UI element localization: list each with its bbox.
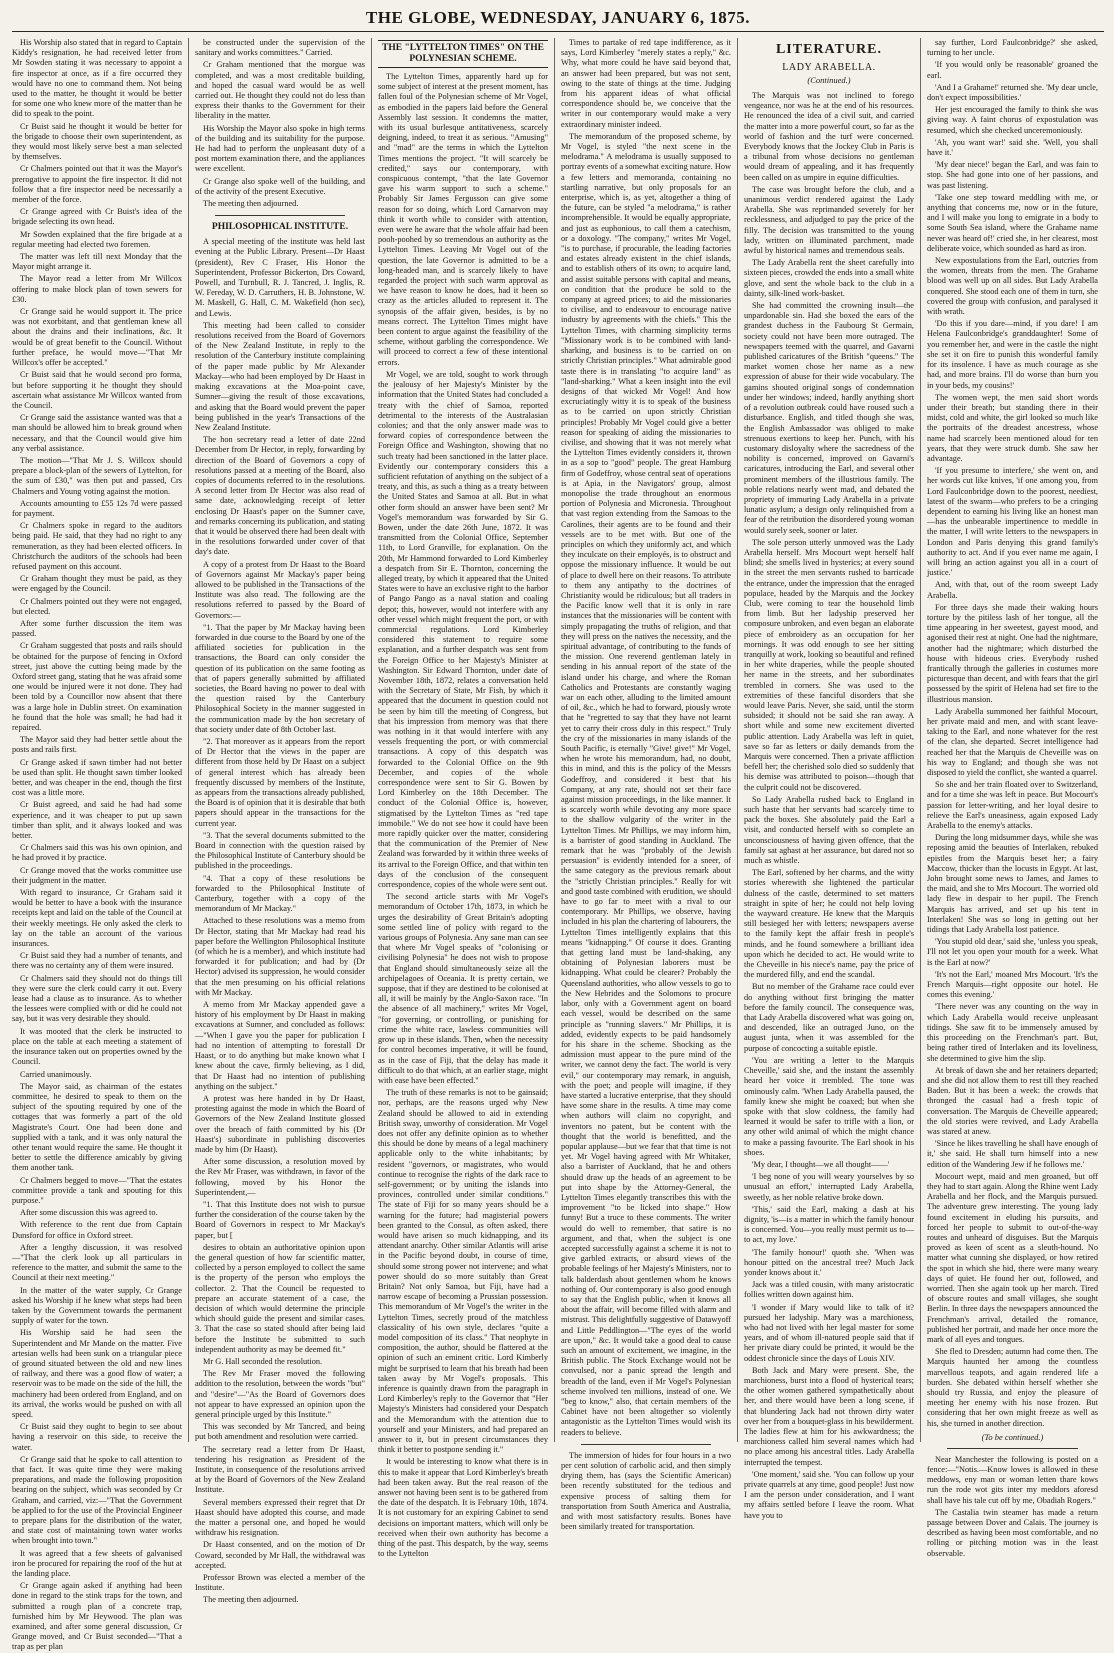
paragraph: Both Jack and Mary were present. She, the marchioness, burst into a flood of hysterical tears; the other women gathered sympathetically about her, and there would have been a long scene, if that blundering Jack had not thrown dirty water over her from a bouquet-glass in his bewilderment. The ladies flew at him for his awkwardness; the marchioness called him several names which had no place among his ancestral titles. Lady Arabella interrupted the tempest. xyxy=(744,1365,914,1467)
paragraph: Cr Grange moved that the works committee use their judgment in the matter. xyxy=(12,865,182,885)
paragraph: Cr Chalmers pointed out they were not engaged, but elected. xyxy=(12,596,182,616)
paragraph: Mocourt wept, maid and men groaned, but off they had to start again. Along the Rhine went Lady Arabella and her flock, and the Marquis pursued. The adventure grew interesting. The young lady found excitement in eluding his pursuits, and forced her people to submit to out-of-the-way routes and unheard of disguises. But the Marquis proved as keen of scent as a sleuth-hound. No matter what cunning she displayed, or how retired the spot in which she hid, there were many weary days of quiet. He found her out, followed, and worried. Then she again took up her march. Tired of obscure routes and small villages, she sought Berlin. In three days the newspapers announced the Frenchman's arrival, detailed the romance, published her portrait, and made her once more the mark of all eyes and tongues. xyxy=(927,1171,1098,1344)
paragraph: A protest was here handed in by Dr Haast, protesting against the mode in which the Board of Governors of the New Zealand Institute glossed over the breach of faith committed by his (Dr Haast's) subordinate in publishing discoveries made by him (Dr Haast). xyxy=(195,1093,365,1154)
paragraph: The secretary read a letter from Dr Haast, tendering his resignation as President of the Institute, in consequence of the resolutions arrived at by the Board of Governors of the New Zealand Institute. xyxy=(195,1444,365,1495)
paragraph: The Mayor read a letter from Mr Willcox offering to make block plan of town sewers for £30. xyxy=(12,274,182,304)
paragraph: 'If you presume to interfere,' she went on, and her words cut like knives, 'if one among you, from Lord Faulconbridge down to the poorest, neediest, latest of the swarm—who prefers to be a cringing dependent to earning his living like an honest man—has the unbearable impertinence to meddle in the matter, I will write letters to the newspapers in London and Paris denying this grand family's authority to act. And if you ever name me again, I will bring an action against you all in a court of justice.' xyxy=(927,466,1098,578)
paragraph: Cr Buist said they had a number of tenants, and there was no certainty any of them were insured. xyxy=(12,951,182,971)
carbolic-note: The immersion of hides for four hours in a two per cent solution of carbolic acid, and then simply drying them, has (says the Scientific American) been recently substituted for the tedious and expensive process of salting them for transportation from South America and Australia, and with most satisfactory results. Bones have been similarly treated for transportation. xyxy=(561,1450,731,1532)
paragraph: Mr G. Hall seconded the resolution. xyxy=(203,1356,323,1366)
divider xyxy=(215,215,345,216)
council-report-continued xyxy=(12,38,182,1653)
paragraph: 'Ah, you want war!' said she. 'Well, you shall have it.' xyxy=(927,137,1098,158)
column-3 xyxy=(378,38,555,1559)
column-6 xyxy=(927,38,1104,1558)
paragraph: Cr Graham suggested that posts and rails should be obtained for the purpose of fencing in Oxford street, just above the cutting being made by the Oxford street gang, stating that he was afraid some one would be injured were it not done. They had been told by a Councillor now absent that there was a large hole in Dublin street. On examination he found that the hole was small; he had had it repaired. xyxy=(12,641,182,732)
paragraph: The Mayor said they had better settle about the posts and rails first. xyxy=(12,735,182,755)
paragraph: And, with that, out of the room sweept Lady Arabella. xyxy=(927,580,1098,600)
paragraph: Cr Grange said that he spoke to call attention to that fact. It was quite time they were making preparations, and made the following proposition bearing on the subject, which was seconded by Cr Graham, and carried, viz:—"That the Government be applied to for the use of the Provincial Engineer to prepare plans for the distribution of the water, and state cost of maintaining town water works when brought into town." xyxy=(12,1454,182,1546)
paragraph: Near Manchester the following is posted on a fence:—"Notis.—Know lowes is allowed in these meddows, eny man or woman letten thare kows run the rode wot gits inter my meddors aforesd shall have his tale cut off by me, Obadiah Rogers." xyxy=(927,1454,1098,1505)
paragraph: The sole person utterly unmoved was the Lady Arabella herself. Mrs Mocourt wept herself half blind; she smells lived in hysterics; at every sound in the street the men servants rushed to barricade the entrance, under the impression that the enraged populace, headed by the Marquis and the Jockey Club, were coming to tear the household limb from limb. But her ladyship preserved her composure unbroken, and even began an elaborate piece of embroidery as an occupation for her mornings. It was odd enough to see her sitting tranquilly at work, looking so beautiful and refined in her white draperies, while the people shouted her name in the streets, and her subordinates trembled in corners. She was used to the extremities of these fanciful disorders that she would leave Paris. Never, she said, until the storm subsided; it should not be said she ran away. A short while and some new excitement diverted public attention. Lady Arabella was left in quiet, save so far as letters or daily demands from the Marquis were concerned. Then a private affliction befell her; the cherished solo died so suddenly that his demise was attributed to poison—though that the culprit could not be discovered. xyxy=(744,537,914,792)
paragraph: A special meeting of the institute was held last evening at the Public Library. Present—Dr Haast (president), Rev C Fraser, His Honor the Superintendent, Professor Bickerton, Drs Coward, Powell, and Turnbull, R. J. Tancred, J. Inglis, R. W. Fereday, W. D. Carruthers, H. B. Johnstone, W. M. Maskell, G. Hall, C. M. Wakefield (hon sec), and Lewis. xyxy=(195,237,365,318)
column-1 xyxy=(12,38,189,1652)
paragraph: The case was brought before the club, and a unanimous verdict rendered against the Lady Arabella. She was reprimanded severely for her recklessness, and adjudged to pay the price of the filly. The decision was transmitted to the young lady, written on illuminated parchment, made awful by historical names and tremendous seals. xyxy=(744,184,914,256)
masthead-title: THE GLOBE, WEDNESDAY, JANUARY 6, 1875. xyxy=(365,8,751,27)
paragraph: 'And I a Grahame!' returned she. 'My dear uncle, don't expect impossibilities.' xyxy=(927,82,1098,103)
phil-article xyxy=(195,237,365,1605)
paragraph: The hon secretary read a letter of date 22nd December from Dr Hector, in reply, forwarding by direction of the Board of Governors a copy of resolutions passed at a meeting of the Board, also copies of documents referred to in the resolutions. A second letter from Dr Hector was also read of same date, acknowledging receipt of letter enclosing Dr Haast's paper on the Sumner cave, and remarks concerning its publication, and stating that it would be observed there had been dealt with in the resolutions forwarded under cover of that day's date. xyxy=(195,435,365,557)
story-text xyxy=(744,91,914,1521)
paragraph: His Worship the Mayor also spoke in high terms of the building and its suitability for the purpose. He had had to perform the unpleasant duty of a post mortem examination there, and the appliances were excellent. xyxy=(195,123,365,174)
paragraph: 'One moment,' said she. 'You can follow up your private quarrels at any time, good people! Just now I am the person under consideration, and I want my affairs settled before I leave the room. What have you to xyxy=(744,1469,914,1520)
paragraph: The meeting then adjourned. xyxy=(203,199,299,209)
paragraph: Cr Chalmers said they should not do things till they were sure the clerk could carry it out. Every lease had a clause as to insurance. As to whether the lessees were complied with or did he could not say, but it was very desirable they should. xyxy=(12,973,182,1024)
paragraph: His Worship said he had seen the Superintendent and Mr Mande on the matter. Five artesian wells had been sunk on a triangular piece of ground situated between the old and new lines of railway, and there was a good flow of water; a reservoir was to be made on the side of the hill, the machinery had been ordered from England, and on its arrival, the works would be pushed on with all speed. xyxy=(12,1328,182,1419)
paragraph: During the long midsummer days, while she was reposing amid the beauties of Interlaken, rebuked epistles from the Marquis beset her; a fairy Maccow, thicker than the locusts in Egypt. At last, John brought some news to James, and James to the maid, and she to Mrs Mocourt. The worried old lady flew in despair to her pupil. The French Marquis has arrived, and set up his tent in Interlaken! She was so long in getting out her tidings that Lady Arabella lost patience. xyxy=(927,833,1098,935)
paragraph: Mr Vogel, we are told, sought to work through the jealousy of her Majesty's Minister by the information that the United States had concluded a treaty with the chief of Samoa, reported detrimental to the interests of the Australasian colonies; and that the only answer made was to forward copies of correspondence between the Foreign Office and Washington, showing that no such treaty had been sanctioned in the latter place. Evidently our contemporary considers this a sufficient refutation of anything on the subject of a treaty, and this, as such a thing as a treaty between the United States and Samoa at all. But in what other form should an answer have been sent? Mr Vogel's memorandum was forwarded by Sir G. Bowen, under the date 26th June, 1872. It was transmitted from the Colonial Office, September 11th, to Lord Granville, for explanation. On the 20th, Mr Hammond forwarded to Lord Kimberley a despatch from Sir E. Thornton, concerning the alleged treaty, by which it appeared that the United States were to have an exclusive right to the harbor of Pango Pango as a naval station and coaling depot; this, however, would not interfere with any other vessel which might frequent the port, or with commercial regulations. Lord Kimberley considered this statement to require some explanation, and a further despatch was sent from the Foreign Office to her Majesty's Minister at Washington. Sir Edward Thornton, under date of November 18th, 1872, relates a conversation held with the Secretary of State, Mr Fish, by which it appeared that the document in question could not be seen by him till the meeting of Congress, but that his impression from memory was that there was nothing in it that would interfere with any vessels frequenting the port, or with commercial transactions. A copy of this despatch was forwarded to the Colonial Office on the 9th December, and copies of the whole correspondence were sent to Sir G. Bowen by Lord Kimberley on the 18th December. The conduct of the Colonial Office is, however, stigmatised by the Lyttelton Times as "red tape immobile." We do not see how it could have been more rapidly quicker over the matter, considering that the communication of the Premier of New Zealand was forwarded by it within three weeks of its arrival to the Foreign Office, and that within ten days of the conclusion of the consequent correspondence, copies of the whole were sent out. xyxy=(378,369,548,890)
paragraph: His Worship also stated that in regard to Captain Kiddy's resignation, he had received letter from Mr Sowden stating it was necessary to appoint a fire inspector at once, as if a fire occurred they would have no one to command them. Not being used to the matter, he thought it would be better for some one who knew more of the matter than he did to speak to the point. xyxy=(12,38,182,119)
paragraph: A memo from Mr Mackay appended gave a history of his employment by Dr Haast in making excavations at Sumner, and concluded as follows:—"When I gave you the paper for publication I had no intention of attempting to forestall Dr Haast, or to do anything but make known what I knew about the cave, firmly believing, as I did, that Dr Haast had no intention of publishing anything on the subject." xyxy=(195,1000,365,1091)
paragraph: Jack was a titled cousin, with many aristocratic follies written down against him. xyxy=(744,1280,914,1300)
paragraph: It was agreed that a few sheets of galvanised iron be procured for repairing the roof of the hut at the landing place. xyxy=(12,1548,182,1579)
paragraph: The memorandum of the proposed scheme, by Mr Vogel, is styled "the next scene in the melodrama." A melodrama is usually supposed to portray events of a somewhat exciting nature. How a few letters and memoranda, containing no startling narrative, but only proposals for an enterprise, which is, as yet, altogether a thing of the future, can be styled "a melodrama," is rather incomprehensible. It would be equally appropriate, and just as euphonious, to call them a catechism, or a doxology. "The company," writes Mr Vogel, "is to purchase, if procurable, the leading factories and estates already existent in the chief islands, and to establish others of its own; to acquire land, and assist suitable persons with capital and means, on condition that the produce be sold to the company at agreed prices; to aid the missionaries to civilise, and to endeavour to encourage native industry by agreements with the chiefs." This the Lyttelton Times, with charming simplicity terms "Missionary work is to be combined with land-sharking, and business is to be carried on on strictly Christian principles." What admirable good taste there is in translating "to acquire land" as "land-sharking." What a keen insight into the evil designs of that wicked Mr Vogel! And how excruciatingly witty it is to speak of the business as to be carried on upon strictly Christian principles! Probably Mr Vogel could give a better reason for speaking of aiding the missionaries to civilise, and showing that it was not merely what the Lyttelton Times evidently considers it, thrown in as a sop to "good" people. The great Hamburg firm of Godeffroy, whose central seat of operations is at Apia, in the Navigators' group, almost monopolise the trade throughout an enormous portion of Polynesia and Micronesia. Throughout that vast region extending from the Samoas to the Carolines, their agents are to be found and their vessels are to be met with. But one of the principles on which they uniformly act, and which they inculcate on their employés, is to obstruct and oppose the missionary influence. It would be out of place to dwell here on their reasons. To attribute to them any antipathy to the doctrines of Christianity would be ridiculous; but all traders in the Pacific know well that it is only in rare instances that the missionaries will be content with simply propagating the truths of religion, and that they will press on the natives the necessity, and the spiritual advantage, of contributing to the funds of the mission. One reverend gentleman lately in sending in his annual report of the state of the island under his charge, and where the Roman Catholics and Protestants are constantly waging war on each other, alluding to the limited amount of oil, &c., which he had to forward, piously wrote that he "regretted to say that they have not learnt yet to carry their cross duly in this respect." Truly the cry of the missionaries in many islands of the South Pacific, is eternally "Give! give!" Mr Vogel, when he wrote his memorandum, had, no doubt, this in mind, and this is the policy of the Messrs Godeffroy, and considered it best that his Company, at any rate, should not set their face against mission proceedings, in the like manner. It is scarcely worth while devoting any more space to the shallow vulgarity of the writer in the Lyttelton Times. Mr Phillips, we may inform him, is a barrister of good standing in Auckland. The remark that he was "probably of the Jewish persuasion" is evidently intended for a sneer, of the same category as the previous remark about the "strictly Christian principles." Really for wit and good taste combined with erudition, we should have to go far to meet with a rival to our contemporary. Mr Phillips, we observe, having included in his plan the chartering of labourers, the Lyttelton Times intelligently explains that this means "kidnapping." Of course it does. Granting that getting land must be land-shaking, any obtaining of Polynesian laborers must be kidnapping. What could be clearer? Probably the Queensland authorities, who allow vessels to go to the New Hebrides and the Solomons to procure labor, only with a Government agent on board each vessel, would be described on the same principle as "running slavers." Mr Phillips, it is added, evidently expects to be paid handsomely for his share in the scheme. Shocking as the admission must appear to the pure mind of the writer, we cannot deny the fact. The world is very evil," our contemporary may remark, in anguish, with the poet; and people will imagine, if they have started a lucrative enterprise, that they should have some share in the results. A time may come when authors will claim no copyright, and inventors no patent, but be content with the thought that the world is benefitted, and the popular applause—but we fear that that time is not yet. Mr Vogel having agreed with Mr Whitaker, also a barrister of Auckland, that he and others should draw up the heads of an agreement to be put into shape by the Attorney-General, the Lyttelton Times elegantly transcribes this with the improvement "to be licked into shape." How funny! But a truce to these comments. The writer would do well to remember, that satire is no argument, and that, when the subject is one accepted successfully against a scheme it is not to give garbled extracts, or absurd views of the probable feelings of her Majesty's Ministers, nor to talk balderdash about gentlemen whom he knows nothing of. Our contemporary is also good enough to say that the English public, when it knows all about the affair, will become filled with alarm and mistrust. This delightfully suggestive of Datawyoff and Little Peddlington—"The eyes of the world are upon," &c. It would take a good deal to cause such an amount of excitement, we imagine, in the British public. The Stock Exchange would not be convulsed, nor a panic spread the length and breadth of the land, even if Mr Vogel's Polynesian scheme involved ten millions, instead of one. We "beg to know," also, that certain members of the Cabinet have not been altogether so violently antagonistic as the Lyttelton Times would wish its readers to believe. xyxy=(561,131,731,1437)
column-5 xyxy=(744,38,921,1520)
column-2 xyxy=(195,38,372,1605)
paragraph: This meeting had been called to consider resolutions received from the Board of Governors of the New Zealand Institute, in reply to the resolution of the Canterbury institute complaining of the paper made public by Mr Alexander Mackay—who had been employed by Dr Haast in making excavations at the Moa-point cave, Sumner—giving the result of those excavations, and asking that the Board would prevent the paper being published in the year's Transactions of the New Zealand Institute. xyxy=(195,320,365,432)
paragraph: So Lady Arabella rushed back to England in such haste that her servants had scarcely time to pack the boxes. She absolutely paid the Earl a visit, and conducted herself with so complete an unconsciousness of having given offence, that the family sat aghast at her assurance, but dared not so much as whistle. xyxy=(744,794,914,866)
paragraph: Professor Brown was elected a member of the Institute. xyxy=(195,1573,365,1593)
paragraph: It would be interesting to know what there is in this to make it appear that Lord Kimberley's breath had been taken away. But the real reason of the answer not having been sent is to be gathered from the date of the despatch. It is February 10th, 1874. It is not customary for an expiring Cabinet to send decisions on important matters, which will only be received when their own authority has become a thing of the past. This despatch, by the way, seems to the Lyttelton xyxy=(378,1457,548,1559)
paragraph: Cr Grange said the assistance wanted was that a man should be allowed him to break ground when necessary, and that the Council would give him any verbal assistance. xyxy=(12,413,182,453)
paragraph: say further, Lord Faulconbridge?' she asked, turning to her uncle. xyxy=(927,38,1098,58)
paragraph: At break of dawn she and her retainers departed; and she did not allow them to rest till they reached Baden. But it has been a week: the crowds that thronged the casual had a fresh topic of conversation. The Marquis de Cheveille appeared; the old stories were revived, and Lady Arabella was stared at anew. xyxy=(927,1065,1098,1136)
paragraph: Cr Buist said he thought it would be better for the brigade to choose their own superintendent, as they would most likely serve best a man selected by themselves. xyxy=(12,121,182,162)
paragraph: After a lengthy discussion, it was resolved—"That the clerk look up all particulars in reference to the matter, and submit the same to the Council at their next meeting." xyxy=(12,1242,182,1283)
paragraph: Cr Chalmers said this was his own opinion, and he had proved it by practice. xyxy=(12,843,182,863)
paragraph: The Earl, softened by her charms, and the witty stories wherewith she lightened the particular dulness of the castle, determined to set matters straight in spite of her; he could not help loving the wayward creature. He knew that the Marquis still besieged her with letters; newspapers averse to the family kept the affair fresh in people's minds, and he found somewhere a brilliant idea upon which he decided to act. He would write to the Cheveille in his niece's name, pay the price of the murdered filly, and end the scandal. xyxy=(744,868,914,980)
paragraph: After some discussion this was agreed to. xyxy=(20,1208,158,1218)
story-title: LADY ARABELLA. xyxy=(782,62,876,73)
divider xyxy=(947,1448,1078,1449)
paragraph: "1. That this Institute does not wish to pursue further the consideration of the course taken by the Board of Governors in respect to Mr Mackay's paper, but [ xyxy=(195,1199,365,1240)
paragraph: The meeting then adjourned. xyxy=(203,1595,299,1605)
paragraph: The matter was left till next Monday that the Mayor might arrange it. xyxy=(12,252,182,272)
paragraph: Mr Sowden explained that the fire brigade at a regular meeting had elected two foremen. xyxy=(12,229,182,249)
paragraph: After some further discussion the item was passed. xyxy=(12,618,182,639)
paragraph: This was seconded by Mr Tancred, and being put both amendment and resolution were carried. xyxy=(195,1422,365,1442)
paragraph: So she and her train floated over to Switzerland, and for a time she was left in peace. But Mocourt's passion for letter-writing, and her loyal desire to relieve the Earl's uneasiness, again exposed Lady Arabella to the enemy's attacks. xyxy=(927,780,1098,831)
masthead xyxy=(12,6,1104,32)
paragraph: 'Since he likes travelling he shall have enough of it,' she said. He shall turn himself into a new edition of the Wandering Jew if he follows me.' xyxy=(927,1139,1098,1169)
paragraph: The women wept, the men said short words under their breath; but standing there in their midst, cold and white, the girl looked so much like the portraits of the dreadest ancestress, whose name had scarcely been mentioned aloud for ten years, that they were struck dumb. She saw her advantage. xyxy=(927,392,1098,463)
story-text-continued xyxy=(927,38,1098,1429)
literature-heading: LITERATURE. xyxy=(775,42,883,57)
paragraph: For three days she made their waking hours torture by the pitiless lash of her tongue, all the time appearing in her sweetest, gayest mood, and agonised their rest at night. One had the nightmare, another had the nightmare; which disturbed the house with hideous cries. Everybody rushed frantically through the galleries in costumes more picturesque than decent, and with fears that the girl possessed by the spirit of Helena had set fire to the illustrious mansion. xyxy=(927,602,1098,704)
paragraph: She had committed the crowning insult—the unpardonable sin. Had she boxed the ears of the grandest duchess in the Faubourg St Germain, society could not have been more outraged. The newspapers teemed with the quarrel, and Gavarni published caricatures of the British "queens." The market women chose her name as a new expression of abuse for their wide vocabulary. The gamins shouted original songs of condemnation under her windows; indeed, hardly anything short of a revolution outbreak could have roused such a disturbance. English, and titled though she was, the English Ambassador was obliged to make strenuous exertions to keep her. Punch, with his customary disloyalty where the sacredness of the nobility is concerned, improved on Gavarni's caricatures, introducing the Earl, and several other prominent members of the illustrious family. The noble relations nearly went mad, and debated the propriety of immuring Lady Arabella in a private lunatic asylum; a design only relinquished from a fear of the retribution the disordered young woman would surely seek, sooner or later. xyxy=(744,301,914,535)
paragraph: Cr Buist agreed, and said he had had some experience, and it was cheaper to put up sawn timber than split, and it always looked and was better. xyxy=(12,800,182,841)
paragraph: "4. That a copy of these resolutions be forwarded to the Philosophical Institute of Canterbury, together with a copy of the memorandum of Mr Mackay." xyxy=(195,873,365,914)
paragraph: A copy of a protest from Dr Haast to the Board of Governors against Mr Mackay's paper being allowed to be published in the Transactions of the Institute was also read. The following are the resolutions referred to passed by the Board of Governors:— xyxy=(195,559,365,620)
paragraph: 'My dear niece!' began the Earl, and was fain to stop. She had gone into one of her passions, and was past listening. xyxy=(927,160,1098,190)
paragraph: The truth of these remarks is not to be gainsaid; nor, perhaps, are the reasons urged why New Zealand should be allowed to aid in extending British sway, unworthy of consideration. Mr Vogel does not offer any definite opinion as to whether this should be done by means of a legal machinery applicable only to the white inhabitants; by resident "governors, or magistrates, who would continue to recognise the rights of the dark race to self-government; or by uniting the islands into provinces, controlled under similar conditions." The state of Fiji for so many years should be a warning for the future; had magisterial powers been granted to the Consul, as often asked, there would have arisen so much kidnapping, and its attendant anarchy. Other similar Atlantis will arise in the Pacific beyond doubt, in course of time, should some strong power not intervene; and what power should do so more suitably than Great Britain? Not only Samoa, but Fiji, have had a narrow escape of becoming a Prussian possession. This memorandum of Mr Vogel's the writer in the Lyttelton Times, secretly proud of the matchless classicality of his own style, declares "quite a model composition of its class." That neophyte in composition, the author, should be flattered at the opinion of such an eminent critic. Lord Kimberly might be surprised to learn that his breath had been taken away by Mr Vogel's proposals. This inference is quaintly drawn from the paragraph in Lord Kimberley's reply to the Governor that "Her Majesty's Ministers had considered your Despatch and the Memorandum with the attention due to yourself and your Ministers, and had prepared an answer to it, but in present circumstances they think it better to postpone sending it." xyxy=(378,1088,548,1455)
paragraph: It was mooted that the clerk be instructed to place on the table at each meeting a statement of the insurance taken out on properties owned by the Council. xyxy=(12,1026,182,1067)
paragraph: Cr Grange asked if sawn timber had not better be used than split. He thought sawn timber looked better, and was cheaper in the end, though the first cost was a little more. xyxy=(12,757,182,798)
lyttelton-article-a xyxy=(378,72,548,1559)
paragraph: Cr Grange also spoke well of the building, and of the activity of the present Executive. xyxy=(195,176,365,196)
paragraph: 'This,' said the Earl, making a dash at his dignity, 'is—is a matter in which the family honour is concerned. You—you really must permit us to—to act, my love.' xyxy=(744,1204,914,1245)
lyttelton-heading: THE "LYTTELTON TIMES" ON THE POLYNESIAN SCHEME. xyxy=(378,40,548,68)
paragraph: Cr Chalmers spoke in regard to the auditors being paid. He said, that they had no right to any remuneration, as they had been elected officers. In Christchurch the auditors of the schools had been refused payment on this account. xyxy=(12,521,182,571)
paragraph: With reference to the rent due from Captain Dunsford for office in Oxford street. xyxy=(12,1220,182,1240)
paragraph: "2. That moreover as it appears from the report of Dr Hector that the views in the paper are different from those held by Dr Haast on a subject of general interest which has already been frequently discussed by members of the Institute, as appears from the transactions already published, the Board is of opinion that it is desirable that both papers should appear in the transactions for the current year. xyxy=(195,737,365,828)
paragraph: But no member of the Grahame race could ever do anything without first bringing the matter before the family council. The consequence was, that Lady Arabella discovered what was going on, and descended, like an outraged Juno, on the august junta, when it was assembled for the purpose of concocting a suitable epistle. xyxy=(744,982,914,1053)
column-4 xyxy=(561,38,738,1532)
paragraph: The Lyttelton Times, apparently hard up for some subject of interest at the present moment, has fallen foul of the Polynesian scheme of Mr Vogel, as embodied in the papers laid before the General Assembly last session. It condemns the matter, with its usual burlesque antitativeness, scarcely deigning, indeed, to treat it as serious. "Amusing" and "mad" are the terms in which the Lyttelton Times mentions the project. "It will scarcely be credited," says our contemporary, with conspicuous contempt, "that the late Governor gave his warm support to such a scheme." Probably Sir James Fergusson can give some reason for so doing, which Lord Carnarvon may think it worth while to consider with attention, even were he aware that the whole affair had been pooh-poohed by so tremendous an authority as the Lyttelton Times. Leaving Mr Vogel out of the question, the late Governor is admitted to be a long-headed man, and is scarcely likely to have regarded the project with such warm approval as we have reason to know he does, had it been so crazy as the articles alluded to represent it. The synopsis of the affair given, besides, is by no means correct. The Lyttelton Times might have been content to argue against the feasibility of the scheme, without garbling the correspondence. We will proceed to correct a few of these intentional errors. xyxy=(378,72,548,367)
paragraph: The Marquis was not inclined to forego vengeance, nor was he at the end of his resources. He renounced the idea of a civil suit, and carried the matter into a more powerful court, so far as the world of fashion and the turf were concerned. Everybody knows that the Jockey Club in Paris is a tribunal from whose decisions no gentleman would dream of appealing, and it has frequently been called on as umpire in equine difficulties. xyxy=(744,91,914,182)
paragraph: Cr Grange said he would support it. The price was not exorbitant, and that gentleman knew all about the drains and their inclinations, &c. It would be of great benefit to the Council. Without further preface, he would move—"That Mr Willcox's offer be accepted." xyxy=(12,307,182,368)
paragraph: New expostulations from the Earl, outcries from the women, threats from the men. The Grahame blood was well up on all sides. But Lady Arabella conquered. She stood each one of them in turn, she covered the group with confusion, and paralysed it with wrath. xyxy=(927,256,1098,317)
paragraph: Cr Chalmers begged to move—"That the estates committee provide a tank and spouting for this purpose." xyxy=(12,1175,182,1205)
paragraph: 'Do this if you dare—mind, if you dare! I am Helena Faulconbridge's granddaughter! Some of you remember her, and were in the castle the night she set it on fire to punish this wonderful family for its insolence. I have as much courage as she had, and more brains. I'll do worse than burn you in your beds, my cousins!' xyxy=(927,319,1098,390)
paragraph: The Rev Mr Fraser moved the following addition to the resolution, between the words "but" and "desire"—"As the Board of Governors does not appear to have expressed an opinion upon the general principle urged by this Institute." xyxy=(195,1369,365,1419)
paragraph: After some discussion, a resolution moved by the Rev Mr Fraser, was withdrawn, in favor of the following, moved by his Honor the Superintendent,— xyxy=(195,1157,365,1197)
paragraph: The motion—"That Mr J. S. Willcox should prepare a block-plan of the sewers of Lyttelton, for the sum of £30," was then put and passed, Crs Chalmers and Young voting against the motion. xyxy=(12,455,182,496)
paragraph: 'If you would only be reasonable' groaned the earl. xyxy=(927,60,1098,80)
council-report-end xyxy=(195,38,365,209)
paragraph: In the matter of the water supply, Cr Grange asked his Worship if he knew what steps had been taken by the Government towards the permanent supply of water for the town. xyxy=(12,1285,182,1326)
divider xyxy=(581,1444,711,1445)
paragraph: 'There never was any counting on the way in which Lady Arabella would receive unpleasant tidings. She saw fit to be immensely amused by this proceeding on the Frenchman's part. But, being rather tired of Interlaken and its loveliness, she determined to give him the slip. xyxy=(927,1002,1098,1063)
paragraph: 'I beg none of you will weary yourselves by so unusual an effort,' interrupted Lady Arabella, sweetly, as her noble relative broke down. xyxy=(744,1172,914,1202)
paragraph: Cr Grange again asked if anything had been done in regard to the stink traps for the town, and submitted a rough plan of a concrete trap, furnished him by Mr Heywood. The plan was examined, and after some general discussion, Cr Grange moved, and Cr Buist seconded—"That a trap as per plan xyxy=(12,1581,182,1652)
paragraph: Cr Grange agreed with Cr Buist's idea of the brigade selecting its own head. xyxy=(12,207,182,227)
paragraph: be constructed under the supervision of the sanitary and works committees." Carried. xyxy=(195,38,365,58)
paragraph: Accounts amounting to £55 12s 7d were passed for payment. xyxy=(12,498,182,518)
paragraph: 'My dear, I thought—we all thought——' xyxy=(752,1159,890,1169)
notes xyxy=(927,1455,1098,1559)
paragraph: 'It's not the Earl,' moaned Mrs Mocourt. 'It's the French Marquis—right opposite our hotel. He comes this evening.' xyxy=(927,969,1098,1000)
to-be-continued: (To be continued.) xyxy=(981,1431,1044,1442)
paragraph: 'You are writing a letter to the Marquis Cheveille,' said she, and the instant the assembly heard her voice it trembled. The tone was ominously calm. 'When Lady Arabella paused, the family knew she might be coaxed; but when she spoke with that slow coldness, the family had learned it would be safer to trifle with a lion, or any other wild animal of which the might chance to make a passing favourite. The Earl shook in his shoes. xyxy=(744,1055,914,1157)
continued-note: (Continued.) xyxy=(807,75,851,85)
paragraph: Cr Buist said that he would second pro forma, but before supporting it he thought they should ascertain what assistance Mr Willcox wanted from the Council. xyxy=(12,370,182,410)
paragraph: Several members expressed their regret that Dr Haast should have adopted this course, and made the matter a personal one, and hoped he would withdraw his resignation. xyxy=(195,1497,365,1538)
paragraph: The Castalia twin steamer has made a return passage between Dover and Calais. The journey is described as having been most comfortable, and no rolling or pitching motion was in the least observable. xyxy=(927,1507,1098,1558)
paragraph: Cr Chalmers pointed out that it was the Mayor's prerogative to appoint the fire inspector. It did not follow that a fire inspector need be necessarily a member of the force. xyxy=(12,164,182,205)
paragraph: "3. That the several documents submitted to the Board in connection with the question raised by the Philosophical Institute of Canterbury should be published in the proceedings. xyxy=(195,830,365,871)
paragraph: Attached to these resolutions was a memo from Dr Hector, stating that Mr Mackay had read his paper before the Wellington Philosophical Institute (of which he is a member), and which institute had forwarded it for publication; and had by (Dr Hector) advised its suppression, he would consider that the men presuming on his official relations with Mr Mackay. xyxy=(195,916,365,997)
paragraph: Times to partake of red tape indifference, as it says, Lord Kimberley "merely states a reply," &c. Why, what more could he have said beyond that, an answer had been prepared, but was not sent, owing to the state of things at the time. Judging from his apparent ideas of what official correspondence should be, we conceive that the writer in our contemporary would make a very extraordinary minister indeed. xyxy=(561,38,731,129)
paragraph: Cr Buist said they ought to begin to see about having a reservoir on this side, to receive the water. xyxy=(12,1422,182,1452)
paragraph: Her jest encouraged the family to think she was giving way. A faint chorus of expostulation was resumed, which she checked unceremoniously. xyxy=(927,105,1098,135)
paragraph: She fled to Dresden; autumn had come then. The Marquis haunted her among the countless marvellous teapots, and again rendered life a burden. She debated within herself whether she should try Russia, and enjoy the pleasure of meeting her enemy with his nose frozen. But considering that her own might freeze as well as his, she turned in another direction. xyxy=(927,1347,1098,1428)
paragraph: 'The family honour!' quoth she. 'When was honour pitted on the ancestral tree? Much Jack yonder knows about it.' xyxy=(744,1247,914,1277)
lyttelton-article-b xyxy=(561,38,731,1438)
paragraph: The Lady Arabella rent the sheet carefully into sixteen pieces, crowded the ends into a small white glove, and sent the whole back to the club in a dainty, silk-lined work-basket. xyxy=(744,258,914,298)
paragraph: Carried unanimously. xyxy=(20,1069,92,1079)
paragraph: The second article starts with Mr Vogel's memorandum of October 17th, 1873, in which he urges the desirability of Great Britain's adopting some settled line of policy with regard to the various groups of Polynesia. Any sane man can see that where Mr Vogel speaks of "colonising or civilising Polynesia" he does not wish to propose that England should simultaneously seize all the archipelagoes of Oceania. It is pretty certain, we suppose, that if they are destined to be colonised at all, it will be mainly by the Anglo-Saxon race. "In the absence of all machinery," writes Mr Vogel, "for governing, or controlling, or punishing for crime the white race, lawless communities will grow up in these islands. Then, when the necessity for control becomes imperative, it will be found, as in the case of Fiji, that the delay has made it difficult to do that which, at an earlier stage, might with ease have been effected." xyxy=(378,892,548,1085)
paragraph: Lady Arabella summoned her faithful Mocourt, her private maid and men, and with scant leave-taking to the Earl, and none whatever for the rest of the clan, she departed. Secret intelligence had reached her that the Marquis de Cheveille was on his way to England; and though she was not disposed to yield the conflict, she wanted a quarrel. xyxy=(927,706,1098,778)
paragraph: "1. That the paper by Mr Mackay having been forwarded in due course to the Board by one of the affiliated societies for publication in the transactions, the Board can only consider the question of its publication on the same footing as that of papers generally submitted by affiliated societies, the Board having no power to deal with the question raised by the Canterbury Philosophical Society in the manner suggested in the communication made by the hon secretary of that society under date of 8th October last. xyxy=(195,622,365,734)
paragraph: 'Take one step toward meddling with me, or anything that concerns me, now or in the future, and I will make you long to emigrate in a body to some South Sea island, where the Grahame name never was heard of!' cried she, in her clearest, most deliberate voice, which sounded as hard as iron. xyxy=(927,192,1098,253)
columns xyxy=(12,38,1104,1652)
paragraph: desires to obtain an authoritative opinion upon the general question of how far scientific matter, collected by a person employed to collect the same is the property of the person who employs the collector. 2. That the Council be requested to prepare an accurate statement of a case, the decision of which would determine the principle which should guide the present and similar cases. 3. That the case so stated should after being laid before the Institute be submitted to such independent authority as may be deemed fit." xyxy=(195,1242,365,1354)
paragraph: 'You stupid old dear,' said she, 'unless you speak, I'll not let you open your mouth for a week. What is the Earl at now?' xyxy=(927,937,1098,967)
paragraph: Cr Graham thought they must be paid, as they were engaged by the Council. xyxy=(12,574,182,594)
phil-heading: PHILOSOPHICAL INSTITUTE. xyxy=(211,222,349,233)
paragraph: With regard to insurance, Cr Graham said it would be better to have a book with the insurance receipts kept and laid on the table of the Council at their weekly meetings. He only asked the clerk to lay on the table an account of the various insurances. xyxy=(12,888,182,949)
paragraph: Cr Graham mentioned that the morgue was completed, and was a most creditable building, and hoped the casual ward would be as well carried out. He thought they could not do less than express their thanks to the Government for their liberality in the matter. xyxy=(195,60,365,121)
paragraph: Dr Haast consented, and on the motion of Dr Coward, seconded by Mr Hall, the withdrawal was accepted. xyxy=(195,1540,365,1570)
paragraph: 'I wonder if Mary would like to talk of it? pursued her ladyship. Mary was a marchioness, who had not lived with her legal master for some years, and of whom ill-natured people said that if her private diary could be printed, it would be the oddest chronicle since the days of Louis XIV. xyxy=(744,1302,914,1363)
paragraph: The Mayor said, as chairman of the estates committee, he desired to speak to them on the subject of the spouting required by one of the cottages that was formerly a part of the old Magistrate's Court. One had been done and supplied with a tank, and it was only natural the other tenant would require the same. He thought it better to settle the difference amicably by giving them another tank. xyxy=(12,1081,182,1173)
